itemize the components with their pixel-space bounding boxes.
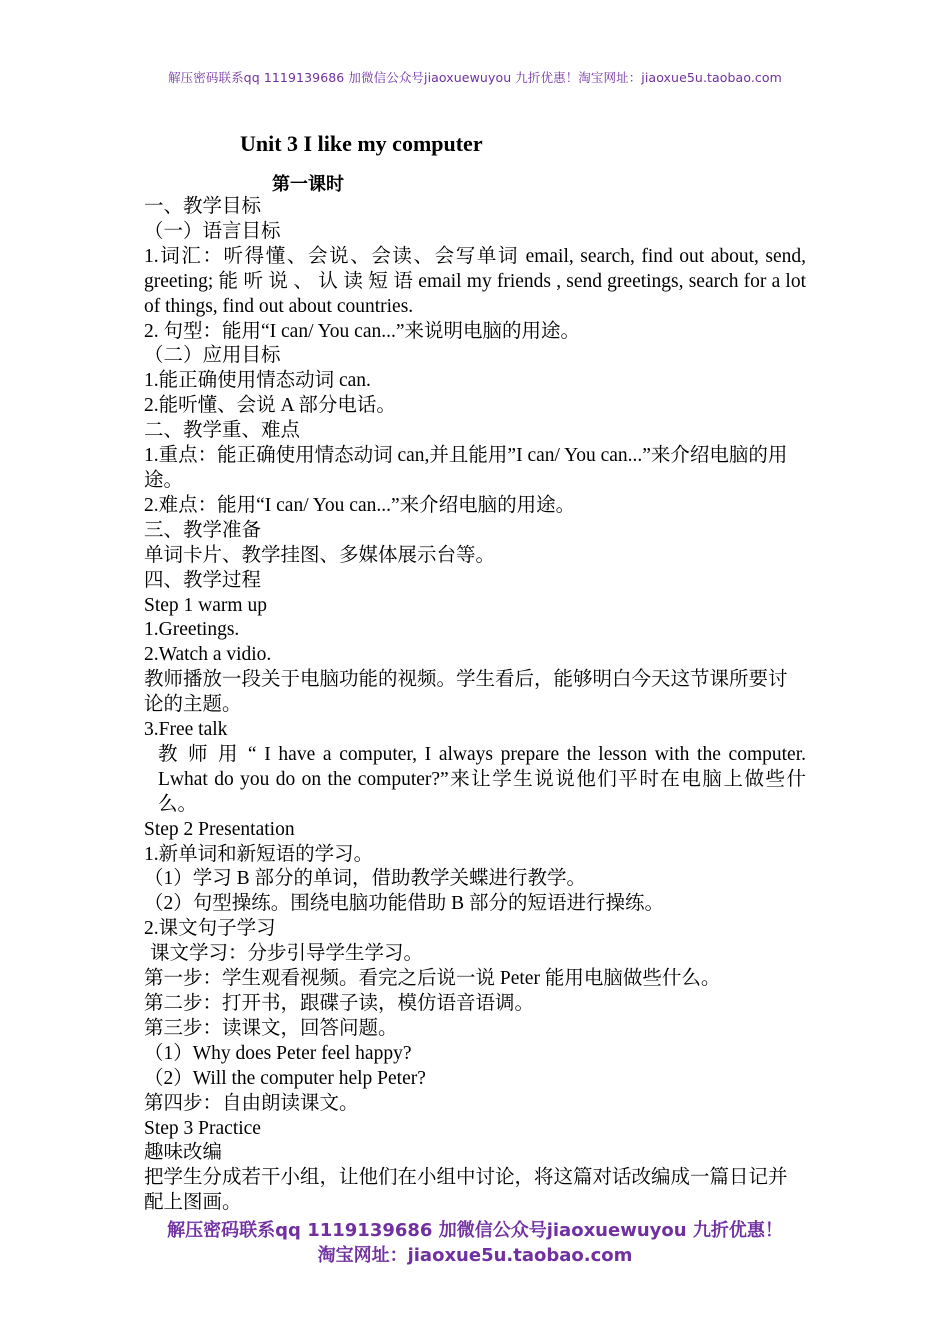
paragraph: 1.重点：能正确使用情态动词 can,并且能用”I can/ You can...”来介绍电脑的用途。: [144, 445, 788, 491]
paragraph: 1.能正确使用情态动词 can.: [144, 370, 371, 392]
paragraph: 第二步：打开书，跟碟子读，模仿语音语调。: [144, 993, 535, 1014]
paragraph: 教 师 用 “ I have a computer, I always prepare the lesson with the computer. Lwhat do you do on the computer?”来让学生说说他们平时在电脑上做些什么。: [158, 743, 806, 815]
step-heading: Step 1 warm up: [144, 594, 267, 616]
paragraph: 2. 句型：能用“I can/ You can...”来说明电脑的用途。: [144, 320, 580, 342]
section-heading: 一、教学目标: [144, 196, 262, 217]
footer-banner: [0, 1218, 950, 1268]
paragraph: 把学生分成若干小组，让他们在小组中讨论，将这篇对话改编成一篇日记并配上图画。: [144, 1167, 788, 1214]
paragraph: 2.能听懂、会说 A 部分电话。: [144, 395, 396, 417]
paragraph: 趣味改编: [144, 1142, 223, 1164]
footer-banner-line: 淘宝网址：jiaoxue5u.taobao.com: [317, 1245, 633, 1266]
header-banner: 解压密码联系qq 1119139686 加微信公众号jiaoxuewuyou 九折优惠！淘宝网址：jiaoxue5u.taobao.com: [168, 70, 782, 85]
paragraph: 1.新单词和新短语的学习。: [144, 843, 374, 865]
section-heading: 二、教学重、难点: [144, 420, 301, 442]
document-body: [144, 195, 806, 1216]
section-heading: 三、教学准备: [144, 519, 262, 541]
subsection-heading: （一）语言目标: [144, 220, 281, 242]
paragraph: 教师播放一段关于电脑功能的视频。学生看后，能够明白今天这节课所要讨论的主题。: [144, 669, 788, 716]
paragraph: （2）Will the computer help Peter?: [144, 1067, 426, 1089]
page-title: Unit 3 I like my computer: [240, 131, 483, 156]
step-heading: Step 2 Presentation: [144, 818, 295, 840]
paragraph: （2）句型操练。围绕电脑功能借助 B 部分的短语进行操练。: [144, 893, 665, 915]
section-heading: 四、教学过程: [144, 569, 262, 591]
paragraph: 1.词汇：听得懂、会说、会读、会写单词 email, search, find out about, send, greeting; 能 听 说 、 认 读 短 语 email my friends , send greetings, search for a lot of things, find out about countries.: [144, 245, 806, 317]
paragraph: 第一步：学生观看视频。看完之后说一说 Peter 能用电脑做些什么。: [144, 968, 721, 990]
page-subtitle: 第一课时: [272, 174, 344, 195]
paragraph: 2.Watch a vidio.: [144, 644, 272, 666]
paragraph: （1）学习 B 部分的单词，借助教学关蝶进行教学。: [144, 868, 587, 890]
paragraph: 1.Greetings.: [144, 619, 240, 641]
paragraph: 第三步：读课文，回答问题。: [144, 1017, 398, 1039]
paragraph: 第四步：自由朗读课文。: [144, 1092, 359, 1114]
paragraph: 单词卡片、教学挂图、多媒体展示台等。: [144, 544, 496, 566]
subsection-heading: （二）应用目标: [144, 345, 281, 367]
step-heading: Step 3 Practice: [144, 1117, 261, 1139]
paragraph: 课文学习：分步引导学生学习。: [150, 943, 424, 965]
paragraph: 3.Free talk: [144, 719, 228, 741]
paragraph: 2.难点：能用“I can/ You can...”来介绍电脑的用途。: [144, 494, 576, 516]
paragraph: （1）Why does Peter feel happy?: [144, 1042, 412, 1064]
paragraph: 2.课文句子学习: [144, 918, 276, 940]
footer-banner-line: 解压密码联系qq 1119139686 加微信公众号jiaoxuewuyou 九折优惠！: [167, 1220, 783, 1241]
